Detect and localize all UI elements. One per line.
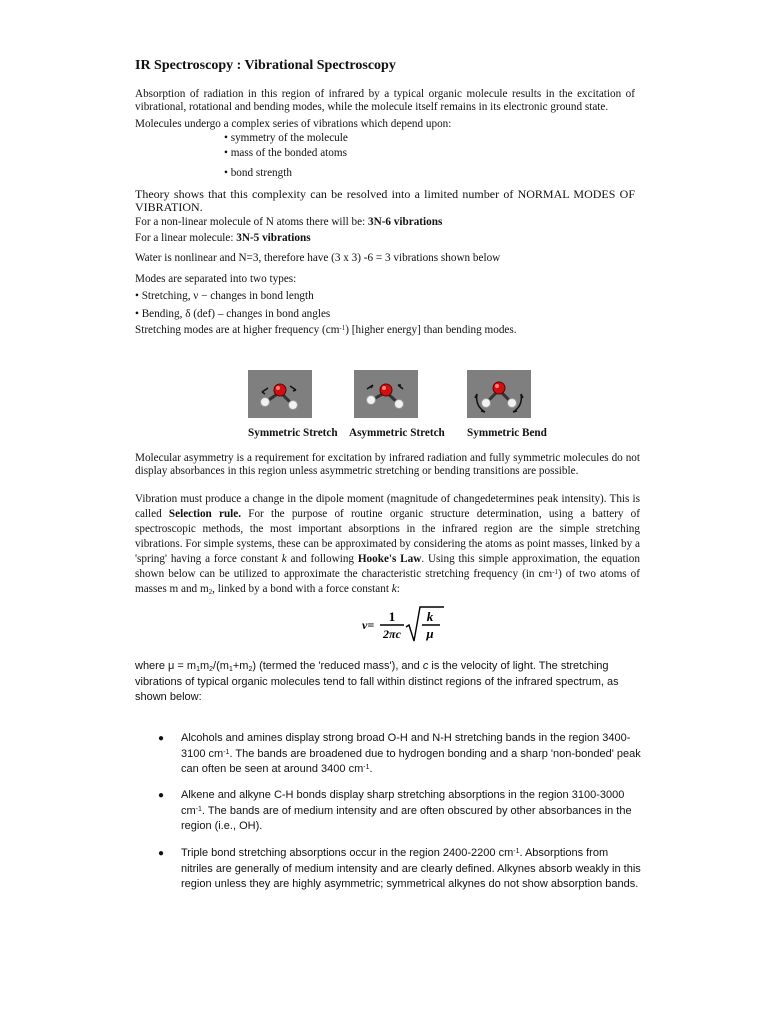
page-title: IR Spectroscopy : Vibrational Spectroscopy — [135, 58, 396, 73]
linear-line: For a linear molecule: 3N-5 vibrations — [135, 232, 311, 244]
dependency-mass: • mass of the bonded atoms — [224, 147, 347, 159]
bullet-icon: ● — [158, 848, 165, 859]
water-line: Water is nonlinear and N=3, therefore have (3 x 3) -6 = 3 vibrations shown below — [135, 252, 501, 264]
frequency-formula — [362, 605, 446, 645]
caption-symmetric-stretch: Symmetric Stretch — [248, 427, 338, 439]
formula-graphic — [362, 605, 446, 645]
stretching-line: • Stretching, ν − changes in bond length — [135, 290, 314, 302]
stretch-frequency-line: Stretching modes are at higher frequency $(cm^{-1})$ [higher energy] than bending modes. — [135, 324, 517, 336]
caption-symmetric-bend: Symmetric Bend — [467, 427, 547, 439]
molecules-line: Molecules undergo a complex series of vibrations which depend upon: — [135, 118, 452, 130]
formula-numerator: 1 — [388, 609, 396, 624]
bullet-icon: ● — [158, 733, 165, 744]
formula-lhs: ν= — [362, 618, 375, 632]
caption-asymmetric-stretch: Asymmetric Stretch — [349, 427, 445, 439]
bending-line: • Bending, δ (def) – changes in bond angles — [135, 308, 331, 320]
theory-line-1: Theory shows that this complexity can be resolved into a limited number of NORMAL MODES OF — [135, 187, 635, 201]
water-molecule-icon — [354, 370, 418, 418]
modes-line: Modes are separated into two types: — [135, 273, 297, 285]
water-molecule-icon — [248, 370, 312, 418]
dependency-bond-strength: • bond strength — [224, 167, 292, 179]
intro-paragraph: Absorption of radiation in this region of infrared by a typical organic molecule results in the excitation of vibrational, rotational and bending modes, while the molecule itself remains in its electronic ground state. — [135, 88, 635, 114]
formula-radicand-denominator: μ — [426, 626, 434, 641]
list-item: Alcohols and amines display strong broad O-H and N-H stretching bands in the region 3400-3100 $cm^{-1}$. The bands are broadened due to hydrogen bonding and a sharp 'non-bonded' peak can often be seen at around 3400 $cm^{-1}$. — [181, 732, 641, 775]
theory-line-2: VIBRATION. — [135, 200, 203, 214]
formula-radicand-numerator: k — [426, 609, 434, 624]
asymmetric-stretch-image — [354, 370, 418, 418]
water-molecule-icon — [467, 370, 531, 418]
symmetric-stretch-image — [248, 370, 312, 418]
symmetric-bend-image — [467, 370, 531, 418]
bullet-icon: ● — [158, 790, 165, 801]
list-item: Alkene and alkyne C-H bonds display sharp stretching absorptions in the region 3100-3000 $cm^{-1}$. The bands are of medium intensity and are often obscured by other absorbances in the region (i.e., OH). — [181, 789, 632, 832]
asymmetry-paragraph: Molecular asymmetry is a requirement for excitation by infrared radiation and fully symmetric molecules do not display absorbances in this region unless asymmetric stretching or bending transitions are possible. — [135, 452, 640, 478]
formula-denominator: 2πc — [383, 627, 401, 641]
vibration-paragraph: Vibration must produce a change in the dipole moment (magnitude of changedetermines peak intensity). This is called Selection rule. For the purpose of routine organic structure determination, using a battery of spectroscopic methods, the most important absorptions in the infrared region are the simple stretching vibrations. For simple systems, these can be approximated by considering the atoms as point masses, linked by a 'spring' having a force constant k and following Hooke's Law. Using this simple approximation, the equation shown below can be utilized to approximate the characteristic stretching frequency (in $cm^{-1}$) of two atoms of masses m and $m_2$, linked by a bond with a force constant k: — [135, 493, 641, 596]
list-item: Triple bond stretching absorptions occur in the region 2400-2200 $cm^{-1}$. Absorptions from nitriles are generally of medium intensity and are clearly defined. Alkynes absorb weakly in this region unless they are highly asymmetric; symmetrical alkynes do not show absorption bands. — [181, 847, 641, 890]
dependency-symmetry: • symmetry of the molecule — [224, 132, 348, 144]
reduced-mass-paragraph: where $\mu = m_1m_2/(m_1+m_2)$ (termed the 'reduced mass'), and c is the velocity of light. The stretching vibrations of typical organic molecules tend to fall within distinct regions of the infrared spectrum, as shown below: — [135, 660, 619, 703]
nonlinear-line: For a non-linear molecule of N atoms there will be: 3N-6 vibrations — [135, 216, 443, 228]
